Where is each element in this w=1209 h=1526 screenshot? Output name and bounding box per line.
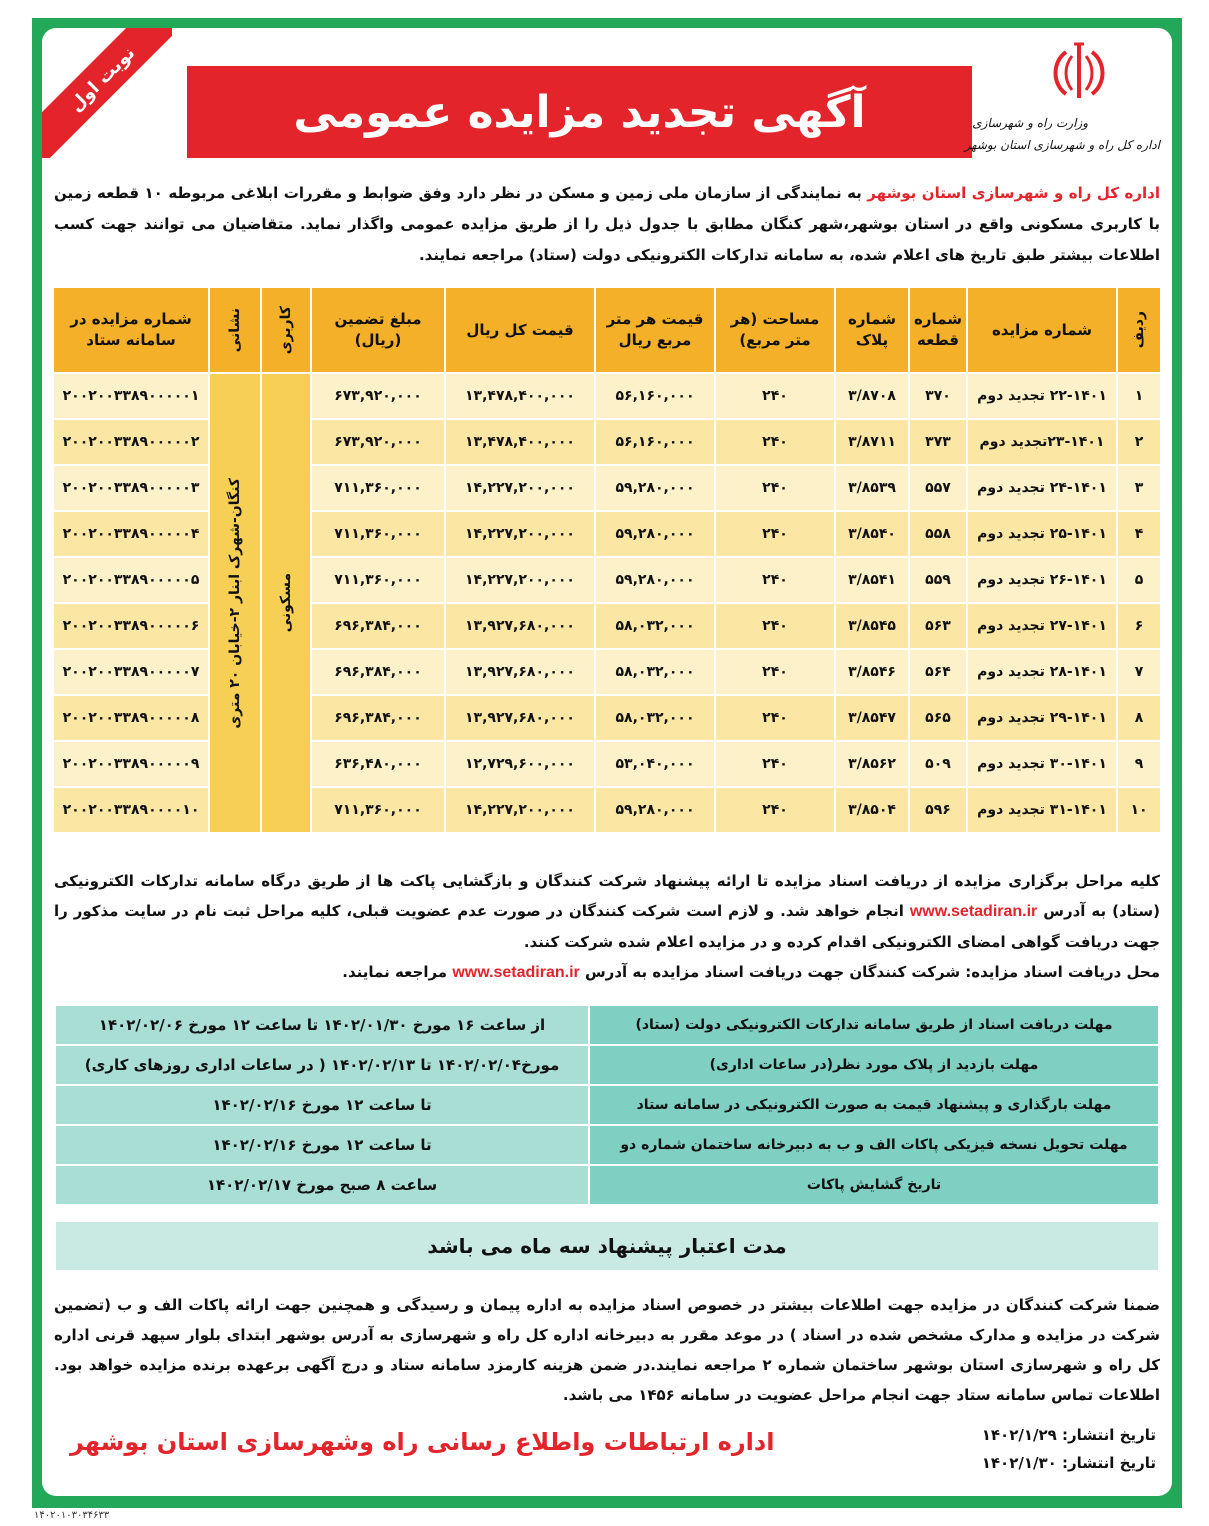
cell-setad-number: ۲۰۰۲۰۰۳۳۸۹۰۰۰۰۰۱ xyxy=(54,374,208,418)
cell-row: ۱۰ xyxy=(1118,788,1160,832)
cell-plate: ۳/۸۵۴۰ xyxy=(836,512,908,556)
cell-row: ۹ xyxy=(1118,742,1160,786)
cell-plate: ۳/۸۵۰۴ xyxy=(836,788,908,832)
setad-link-2[interactable]: www.setadiran.ir xyxy=(452,964,580,981)
deadline-label: تاریخ گشایش پاکات xyxy=(590,1166,1158,1204)
cell-price-per-m: ۵۸,۰۳۲,۰۰۰ xyxy=(596,696,714,740)
table-row xyxy=(54,374,1160,418)
cell-deposit: ۷۱۱,۳۶۰,۰۰۰ xyxy=(312,466,444,510)
cell-plate: ۳/۸۵۳۹ xyxy=(836,466,908,510)
cell-auction-no: ۲۶-۱۴۰۱ تجدید دوم xyxy=(968,558,1116,602)
cell-setad-number: ۲۰۰۲۰۰۳۳۸۹۰۰۰۰۰۵ xyxy=(54,558,208,602)
footer-organization: اداره ارتباطات واطلاع رسانی راه وشهرسازی استان بوشهر xyxy=(70,1428,775,1456)
cell-setad-number: ۲۰۰۲۰۰۳۳۸۹۰۰۰۰۱۰ xyxy=(54,788,208,832)
cell-deposit: ۶۹۶,۳۸۴,۰۰۰ xyxy=(312,604,444,648)
cell-total: ۱۳,۴۷۸,۴۰۰,۰۰۰ xyxy=(446,374,594,418)
cell-auction-no: ۳۰-۱۴۰۱ تجدید دوم xyxy=(968,742,1116,786)
procedure-text-4: مراجعه نمایند. xyxy=(342,963,453,981)
deadline-value: از ساعت ۱۶ مورخ ۱۴۰۲/۰۱/۳۰ تا ساعت ۱۲ مورخ ۱۴۰۲/۰۲/۰۶ xyxy=(56,1006,588,1044)
cell-price-per-m: ۵۹,۲۸۰,۰۰۰ xyxy=(596,558,714,602)
setad-link[interactable]: www.setadiran.ir xyxy=(909,903,1038,920)
department-name: اداره کل راه و شهرسازی استان بوشهر xyxy=(964,138,1160,152)
cell-plate: ۳/۸۷۰۸ xyxy=(836,374,908,418)
deadline-label: مهلت بازدید از پلاک مورد نظر(در ساعات اداری) xyxy=(590,1046,1158,1084)
cell-deposit: ۷۱۱,۳۶۰,۰۰۰ xyxy=(312,512,444,556)
header-plate-number: شماره پلاک xyxy=(836,288,908,372)
cell-total: ۱۳,۹۲۷,۶۸۰,۰۰۰ xyxy=(446,696,594,740)
cell-total: ۱۳,۹۲۷,۶۸۰,۰۰۰ xyxy=(446,604,594,648)
cell-plate: ۳/۸۵۴۱ xyxy=(836,558,908,602)
deadline-label: مهلت دریافت اسناد از طریق سامانه تدارکات الکترونیکی دولت (ستاد) xyxy=(590,1006,1158,1044)
cell-price-per-m: ۵۶,۱۶۰,۰۰۰ xyxy=(596,420,714,464)
deadline-value: مورخ۱۴۰۲/۰۲/۰۴ تا ۱۴۰۲/۰۲/۱۳ ( در ساعات اداری روزهای کاری) xyxy=(56,1046,588,1084)
table-header-row xyxy=(54,288,1160,372)
deadline-value: ساعت ۸ صبح مورخ ۱۴۰۲/۰۲/۱۷ xyxy=(56,1166,588,1204)
cell-price-per-m: ۵۹,۲۸۰,۰۰۰ xyxy=(596,512,714,556)
cell-plate: ۳/۸۵۶۲ xyxy=(836,742,908,786)
cell-area: ۲۴۰ xyxy=(716,788,834,832)
deadline-value: تا ساعت ۱۲ مورخ ۱۴۰۲/۰۲/۱۶ xyxy=(56,1126,588,1164)
procedure-text-1: کلیه مراحل برگزاری مزایده از دریافت اسناد مزایده تا ارائه پیشنهاد شرکت کنندگان و بازگشایی پاکت ها از طریق درگاه سامانه تدارکات الکترونیکی (ستاد) به آدرس xyxy=(54,872,1161,920)
deadline-value: تا ساعت ۱۲ مورخ ۱۴۰۲/۰۲/۱۶ xyxy=(56,1086,588,1124)
header-area: مساحت (هر متر مربع) xyxy=(716,288,834,372)
cell-area: ۲۴۰ xyxy=(716,374,834,418)
offer-validity-note: مدت اعتبار پیشنهاد سه ماه می باشد xyxy=(56,1222,1158,1270)
cell-auction-no: ۲۵-۱۴۰۱ تجدید دوم xyxy=(968,512,1116,556)
intro-highlight: اداره کل راه و شهرسازی استان بوشهر xyxy=(867,184,1160,202)
address-value: کنگان-شهرک ابنار ۲-خیابان ۲۰ متری xyxy=(227,477,243,729)
cell-total: ۱۴,۲۲۷,۲۰۰,۰۰۰ xyxy=(446,512,594,556)
cell-area: ۲۴۰ xyxy=(716,742,834,786)
cell-setad-number: ۲۰۰۲۰۰۳۳۸۹۰۰۰۰۰۲ xyxy=(54,420,208,464)
cell-row: ۴ xyxy=(1118,512,1160,556)
cell-lot: ۳۷۳ xyxy=(910,420,966,464)
cell-setad-number: ۲۰۰۲۰۰۳۳۸۹۰۰۰۰۰۷ xyxy=(54,650,208,694)
procedure-text-2: انجام خواهد شد. و لازم است شرکت کنندگان در صورت عدم عضویت قبلی، کلیه مراحل ثبت نام در سایت مذکور را جهت دریافت گواهی امضای الکترونیکی اقدام کرده و در مزایده اعلام شده شرکت کنند. xyxy=(54,902,1160,951)
intro-text: به نمایندگی از سازمان ملی زمین و مسکن در نظر دارد وفق ضوابط و مقررات ابلاغی مربوطه ۱۰ قطعه زمین با کاربری مسکونی واقع در استان بوشهر،شهر کنگان مطابق با جدول ذیل را از طریق مزایده عمومی واگذار نماید. متقاضیان می توانند جهت کسب اطلاعات بیشتر طبق تاریخ های اعلام شده، به سامانه تدارکات الکترونیکی دولت (ستاد) مراجعه نمایند. xyxy=(54,184,1160,264)
cell-auction-no: ۲۹-۱۴۰۱ تجدید دوم xyxy=(968,696,1116,740)
cell-auction-no: ۳۱-۱۴۰۱ تجدید دوم xyxy=(968,788,1116,832)
additional-info-paragraph: ضمنا شرکت کنندگان در مزایده جهت اطلاعات بیشتر در خصوص اسناد مزایده به اداره پیمان و رسیدگی و همچنین جهت ارائه پاکات الف و ب (تضمین شرکت در مزایده و مدارک مشخص شده در اسناد ) در موعد مقرر به دبیرخانه اداره کل راه و شهرسازی به آدرس بوشهر ابتدای بلوار سپهد قرنی اداره کل راه و شهرسازی استان بوشهر ساختمان شماره ۲ مراجعه نمایند.در ضمن هزینه کارمزد سامانه ستاد و درج آگهی برعهده برنده مزایده خواهد بود. اطلاعات تماس سامانه ستاد جهت انجام مراحل عضویت در سامانه ۱۴۵۶ می باشد. xyxy=(54,1296,1160,1404)
cell-price-per-m: ۵۹,۲۸۰,۰۰۰ xyxy=(596,466,714,510)
cell-row: ۳ xyxy=(1118,466,1160,510)
ad-frame xyxy=(32,18,1182,1508)
cell-price-per-m: ۵۸,۰۳۲,۰۰۰ xyxy=(596,650,714,694)
cell-plate: ۳/۸۷۱۱ xyxy=(836,420,908,464)
cell-auction-no: ۲۷-۱۴۰۱ تجدید دوم xyxy=(968,604,1116,648)
title-banner xyxy=(187,66,972,158)
cell-lot: ۵۵۷ xyxy=(910,466,966,510)
intro-paragraph xyxy=(54,178,1160,271)
cell-plate: ۳/۸۵۴۵ xyxy=(836,604,908,648)
header-price-per-meter: قیمت هر متر مربع ریال xyxy=(596,288,714,372)
first-edition-ribbon xyxy=(42,28,172,158)
cell-row: ۷ xyxy=(1118,650,1160,694)
cell-lot: ۵۶۴ xyxy=(910,650,966,694)
cell-deposit: ۶۳۶,۴۸۰,۰۰۰ xyxy=(312,742,444,786)
usage-value: مسکونی xyxy=(278,573,294,633)
cell-lot: ۵۵۹ xyxy=(910,558,966,602)
ribbon-label: نوبت اول xyxy=(42,28,172,158)
cell-area: ۲۴۰ xyxy=(716,420,834,464)
auction-table xyxy=(52,286,1162,834)
cell-row: ۱ xyxy=(1118,374,1160,418)
cell-lot: ۵۶۳ xyxy=(910,604,966,648)
cell-price-per-m: ۵۹,۲۸۰,۰۰۰ xyxy=(596,788,714,832)
publish-date-2: تاریخ انتشار: ۱۴۰۲/۱/۳۰ xyxy=(981,1454,1156,1472)
cell-deposit: ۷۱۱,۳۶۰,۰۰۰ xyxy=(312,788,444,832)
cell-auction-no: ۲۸-۱۴۰۱ تجدید دوم xyxy=(968,650,1116,694)
cell-area: ۲۴۰ xyxy=(716,558,834,602)
ministry-name: وزارت راه و شهرسازی xyxy=(972,116,1088,130)
page-title: آگهی تجدید مزایده عمومی xyxy=(293,86,866,138)
cell-price-per-m: ۵۶,۱۶۰,۰۰۰ xyxy=(596,374,714,418)
cell-lot: ۳۷۰ xyxy=(910,374,966,418)
cell-setad-number: ۲۰۰۲۰۰۳۳۸۹۰۰۰۰۰۴ xyxy=(54,512,208,556)
cell-lot: ۵۶۵ xyxy=(910,696,966,740)
cell-total: ۱۳,۹۲۷,۶۸۰,۰۰۰ xyxy=(446,650,594,694)
deadline-row xyxy=(56,1126,1158,1164)
cell-area: ۲۴۰ xyxy=(716,696,834,740)
cell-row: ۸ xyxy=(1118,696,1160,740)
deadline-row xyxy=(56,1046,1158,1084)
cell-setad-number: ۲۰۰۲۰۰۳۳۸۹۰۰۰۰۰۹ xyxy=(54,742,208,786)
cell-row: ۵ xyxy=(1118,558,1160,602)
cell-auction-no: ۲۴-۱۴۰۱ تجدید دوم xyxy=(968,466,1116,510)
cell-area: ۲۴۰ xyxy=(716,604,834,648)
cell-plate: ۳/۸۵۴۷ xyxy=(836,696,908,740)
header-deposit: مبلغ تضمین (ریال) xyxy=(312,288,444,372)
cell-deposit: ۶۷۳,۹۲۰,۰۰۰ xyxy=(312,374,444,418)
cell-auction-no: ۲۳-۱۴۰۱تجدید دوم xyxy=(968,420,1116,464)
cell-total: ۱۳,۴۷۸,۴۰۰,۰۰۰ xyxy=(446,420,594,464)
deadline-row xyxy=(56,1166,1158,1204)
cell-setad-number: ۲۰۰۲۰۰۳۳۸۹۰۰۰۰۰۳ xyxy=(54,466,208,510)
header-setad-number: شماره مزایده در سامانه ستاد xyxy=(54,288,208,372)
deadline-row xyxy=(56,1086,1158,1124)
deadline-label: مهلت تحویل نسخه فیزیکی پاکات الف و ب به دبیرخانه ساختمان شماره دو xyxy=(590,1126,1158,1164)
cell-price-per-m: ۵۸,۰۳۲,۰۰۰ xyxy=(596,604,714,648)
cell-row: ۶ xyxy=(1118,604,1160,648)
header-address: نشانی xyxy=(210,288,260,372)
cell-total: ۱۴,۲۲۷,۲۰۰,۰۰۰ xyxy=(446,466,594,510)
procedure-paragraph xyxy=(54,866,1160,988)
cell-deposit: ۶۹۶,۳۸۴,۰۰۰ xyxy=(312,650,444,694)
cell-price-per-m: ۵۳,۰۴۰,۰۰۰ xyxy=(596,742,714,786)
cell-lot: ۵۵۸ xyxy=(910,512,966,556)
deadline-label: مهلت بارگذاری و پیشنهاد قیمت به صورت الکترونیکی در سامانه ستاد xyxy=(590,1086,1158,1124)
cell-deposit: ۶۹۶,۳۸۴,۰۰۰ xyxy=(312,696,444,740)
serial-number: ۱۴۰۲۰۱۰۳۰۳۴۶۳۳ xyxy=(34,1510,110,1521)
cell-deposit: ۷۱۱,۳۶۰,۰۰۰ xyxy=(312,558,444,602)
header-usage: کاربری xyxy=(262,288,310,372)
cell-total: ۱۴,۲۲۷,۲۰۰,۰۰۰ xyxy=(446,558,594,602)
header-total-price: قیمت کل ریال xyxy=(446,288,594,372)
iran-emblem-icon xyxy=(1044,38,1114,108)
cell-area: ۲۴۰ xyxy=(716,466,834,510)
cell-address xyxy=(210,374,260,832)
cell-total: ۱۲,۷۲۹,۶۰۰,۰۰۰ xyxy=(446,742,594,786)
cell-area: ۲۴۰ xyxy=(716,650,834,694)
cell-deposit: ۶۷۳,۹۲۰,۰۰۰ xyxy=(312,420,444,464)
cell-lot: ۵۹۶ xyxy=(910,788,966,832)
publish-date-1: تاریخ انتشار: ۱۴۰۲/۱/۲۹ xyxy=(981,1426,1156,1444)
cell-plate: ۳/۸۵۴۶ xyxy=(836,650,908,694)
cell-area: ۲۴۰ xyxy=(716,512,834,556)
ad-body xyxy=(42,28,1172,1496)
header-auction-number: شماره مزایده xyxy=(968,288,1116,372)
cell-setad-number: ۲۰۰۲۰۰۳۳۸۹۰۰۰۰۰۸ xyxy=(54,696,208,740)
procedure-text-3: محل دریافت اسناد مزایده: شرکت کنندگان جهت دریافت اسناد مزایده به آدرس xyxy=(579,963,1160,981)
cell-lot: ۵۰۹ xyxy=(910,742,966,786)
deadlines-table xyxy=(54,1004,1160,1206)
deadline-row xyxy=(56,1006,1158,1044)
header-lot-number: شماره قطعه xyxy=(910,288,966,372)
cell-setad-number: ۲۰۰۲۰۰۳۳۸۹۰۰۰۰۰۶ xyxy=(54,604,208,648)
cell-auction-no: ۲۲-۱۴۰۱ تجدید دوم xyxy=(968,374,1116,418)
header-row-number: ردیف xyxy=(1118,288,1160,372)
cell-row: ۲ xyxy=(1118,420,1160,464)
cell-total: ۱۴,۲۲۷,۲۰۰,۰۰۰ xyxy=(446,788,594,832)
cell-usage xyxy=(262,374,310,832)
